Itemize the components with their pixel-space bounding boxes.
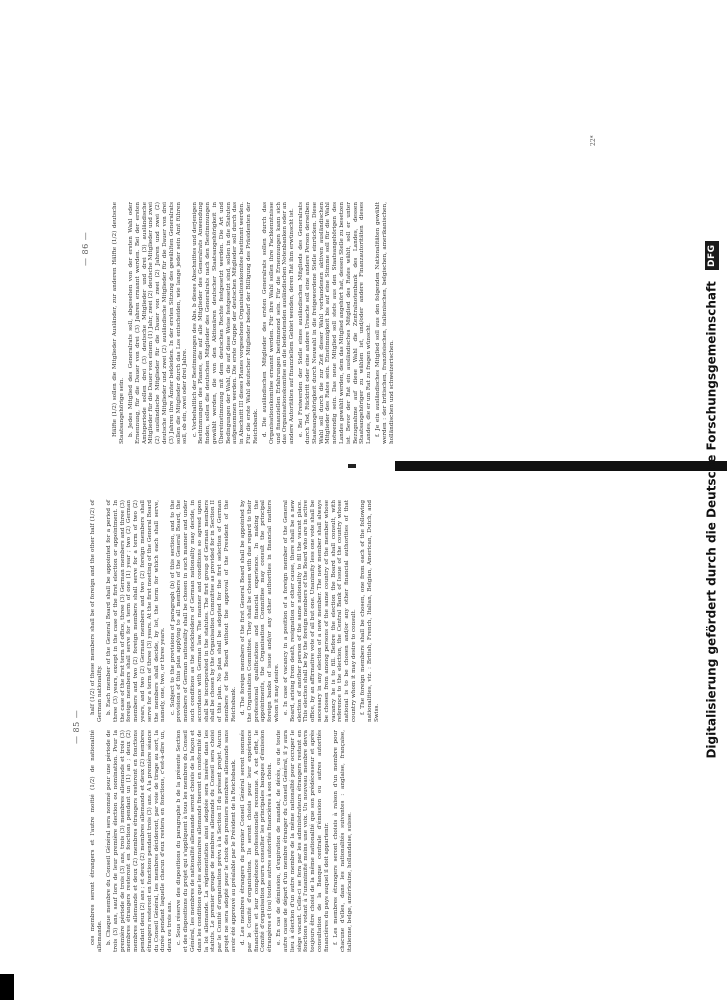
german-paragraph: c. Vorbehaltlich der Bestimmungen des Abs. b dieses Abschnittes und derjenigen Bestimmungen des Planes, die auf alle Mitglieder des Generalrats Anwendung finden, sollen die deutschen Mitglieder des Generalrats nach den Bestimmungen gewählt werden, die von den Aktionären deutscher Staatsangehörigkeit in Übereinstimmung mit dem deutschen Rechte festgesetzt werden. Die Art und Bedingungen der Wahl, die auf diese Weise festgesetzt sind, sollen in die Statuten aufgenommen werden. Die erste Gruppe der deutschen Mitglieder soll durch das in Abschnitt III dieses Planes vorgesehene Organisationskomitee bestimmt werden. Für die erste Wahl deutscher Mitglieder bedarf der Billigung des Präsidenten der Reichsbank. bbox=[191, 202, 259, 444]
german-paragraph: f. Je ein ausländisches Mitglied soll aus den folgenden Nationalitäten gewählt werden : der britischen, französischen, italienischen, belgischen, amerikanischen, holländischen und schweizerischen. bbox=[375, 202, 396, 444]
right-page bbox=[0, 0, 727, 466]
french-text-column bbox=[90, 730, 356, 952]
english-paragraph: half (1/2) of these members shall be of foreign and the other half (1/2) of German nationality. bbox=[90, 500, 103, 722]
french-paragraph: e. En cas de démission, d'expiration de mandat, de décès, ou de toute autre cause de départ d'un membre étranger du Conseil Général, il y aura lieu à élection d'un autre membre de la même nationalité pour occuper le siège vacant. Celle-ci se fera par les administrateurs étrangers restant en fonctions votant à l'unanimité moins une voix. Un nouveau membre devra toujours être choisi de la même nationalité que son prédécesseur et après consultation de la Banque centrale d'émission ou autres autorités financières du pays auquel il doit appartenir. bbox=[276, 730, 330, 952]
english-paragraph: e. In case of vacancy in a position of a foreign member of the General Board, arising from death, resignation or other cause, there shall be a new election of another person of the same nationality to fill the vacant place. This election shall be by the foreign members of the Board who are in active office, by an affirmative vote of all but one. Unanimity less one vote shall be necessary in any election of a new member. The new member shall always be chosen from among persons of the same country of the member whose vacancy he is to fill. Before the election the Board shall consult, with reference to the election, the Central Bank of Issue of the country whose national is to be chosen and/or any other financial authorities of that country whom it may desire to consult. bbox=[283, 500, 358, 722]
english-paragraph: f. The foreign members shall be chosen, one from each of the following nationalities, viz. : British, French, Italian, Belgian, American, Dutch, and Swiss. bbox=[360, 500, 380, 722]
german-paragraph: d. Die ausländischen Mitglieder des ersten Generalrats sollen durch das Organisationskomitee ernannt werden. Für ihre Wahl sollen ihre Fachkenntnisse und finanziellen Erfahrungen bestimmend sein. Für die Ernennungen kann sich das Organisationskomitee an die bedeutenden ausländischen Notenbanken oder an andere Autoritäten auf finanziellem Gebiet wenden, deren Rat ihm erwünscht ist. bbox=[261, 202, 296, 444]
english-paragraph: d. The foreign members of the first General Board shall be appointed by the Organisation Committee. They shall be chosen with due regard to their professional qualifications and financial experience. In making the appointments, the Organisation Committee may consult the principal foreign banks of issue and/or any other authorities in financial matters whom it may desire. bbox=[239, 500, 280, 722]
dfg-funding-notice: Digitalisierung gefördert durch die Deutsche Forschungsgemeinschaft bbox=[704, 281, 719, 759]
english-paragraph: b. Each member of the General Board shall be appointed for a period of three (3) years, except in the case of the first election or appointment. In the case of the first term of office, three (3) German members and three (3) foreign members shall serve for a term of one (1) year ; two (2) German members and two (2) foreign members shall serve for a term of two (2) years, and two (2) German members and two (2) foreign members shall serve for a term of three (3) years. At the first meeting of the General Board the members shall decide, by lot, the term for which each shall serve, namely, one, two, or three years. bbox=[105, 500, 167, 722]
french-paragraph: c. Sous réserve des dispositions du paragraphe b de la présente Section et des dispositions du projet qui s'appliquent à tous les membres du Conseil Général, les membres de nationalité allemande seront choisis de la façon et dans les conditions que les actionnaires allemands fixeront en conformité de la loi allemande. La réglementation ainsi adoptée sera insérée dans les statuts. Le premier groupe de membres allemands du Conseil sera choisi par le Comité d'organisation prévu à la Section II du présent projet. Aucun projet ne sera adopté pour le choix des premiers membres allemands sans avoir été approuvé au préalable par le Président de la Reichsbank. bbox=[176, 730, 237, 952]
english-text-column bbox=[90, 500, 383, 722]
left-page-number: — 85 — bbox=[72, 709, 81, 744]
german-paragraph: e. Bei Freiwerden der Stelle eines ausländischen Mitglieds des Generalrats durch Tod, Rücktritt oder eine andere Ursache soll eine andere Person derselben Staatsangehörigkeit durch Neuwahl in die freigewordene Stelle einrücken. Diese Wahl soll durch die zur Zeit dieser Wahl vorhandenen aktiven ausländischen Mitglieder des Rates sein. Einstimmigkeit bis auf eine Stimme soll für die Wahl notwendig sein. Das neue Mitglied soll stets aus den Staatsangehörigen des Landes gewählt werden, dem das Mitglied angehört hat, dessen Stelle zu besetzen ist. Bevor der Rat ein ausländisches Mitglied des Rates wählt, soll er unter Bezugnahme auf diese Wahl die Zentralnotenbank des Landes, dessen Staatsangehöriger zu wählen ist, und/oder andere Finanzautoritäten dieses Landes, die er um Rat zu fragen wünscht. bbox=[298, 202, 373, 444]
english-paragraph: c. Subject to the provisions of paragraph (b) of this section, and to the provisions of this plan applying to all members of the General Board, the members of German nationality shall be chosen in such manner and under such conditions as the stockholders of German nationality may decide, in accordance with German law. The manner and conditions so agreed upon shall be incorporated in the statutes. The first group of German members shall be chosen by the Organisation Committee as provided for in Section II of this plan. No plan shall be adopted for the first selection of German members of the Board without the approval of the President of the Reichsbank. bbox=[169, 500, 237, 722]
french-paragraph: ces membres seront étrangers et l'autre moitié (1/2) de nationalité allemande. bbox=[90, 730, 103, 952]
german-paragraph: b. Jedes Mitglied des Generalrats soll, abgesehen von der ersten Wahl oder Ernennung, für die Dauer von drei (3) Jahren ernannt werden. Bei der ersten Amtsperiode sollen drei (3) deutsche Mitglieder und drei (3) ausländische Mitglieder für die Dauer von einem (1) Jahr, zwei (2) deutsche Mitglieder und zwei (2) ausländische Mitglieder für die Dauer von zwei (2) Jahren und zwei (2) deutsche Mitglieder und zwei (2) ausländische Mitglieder für die Dauer von drei (3) Jahren ihre Ämter bekleiden. In der ersten Sitzung des gewählten Generalrats sollen die Mitglieder durch das Los entscheiden, wie lange jeder sein Amt führen soll, ob ein, zwei oder drei Jahre. bbox=[127, 202, 189, 444]
german-paragraph: Hälfte (1/2) sollen die Mitglieder Ausländer, zur anderen Hälfte (1/2) deutsche Staatsangehörige sein. bbox=[112, 202, 125, 444]
french-paragraph: b. Chaque membre du Conseil Général sera nommé pour une période de trois (3) ans, sauf lors de leur première élection ou nomination. Pour la première période de trois (3) ans, trois (3) membres allemands et trois (3) membres étrangers resteront en fonctions pendant un (1) an ; deux (2) membres allemands et deux (2) membres étrangers resteront en fonctions pendant deux (2) ans ; et deux (2) membres allemands et deux (2) membres étrangers resteront en fonctions pendant trois (3) ans. A la première séance du Conseil Général, les membres décideront, par voie de tirage au sort, la durée pendant laquelle chacun d'eux restera en fonctions, c'est-à-dire un, deux ou trois ans. bbox=[105, 730, 174, 952]
dfg-logo: DFG bbox=[705, 241, 719, 270]
french-paragraph: f. Les membres étrangers seront choisis à raison d'un membre pour chacune d'elles, dans les nationalités suivantes : anglaise, française, italienne, belge, américaine, hollandaise, suisse. bbox=[333, 730, 353, 952]
dfg-watermark-bar bbox=[701, 0, 723, 1000]
left-page bbox=[0, 466, 727, 1000]
german-text-column bbox=[112, 202, 398, 444]
signature-mark: 22* bbox=[590, 135, 597, 146]
french-paragraph: d. Les membres étrangers du premier Conseil Général seront nommés par le Comité d'organisation. Ils seront choisis pour leur expérience financière et leur compétence professionnelle reconnue. A cet effet, le Comité d'organisation pourra consulter les principales banques d'émission étrangères et (ou) toutes autres autorités financières à son choix. bbox=[239, 730, 274, 952]
right-page-number: — 86 — bbox=[81, 231, 90, 266]
